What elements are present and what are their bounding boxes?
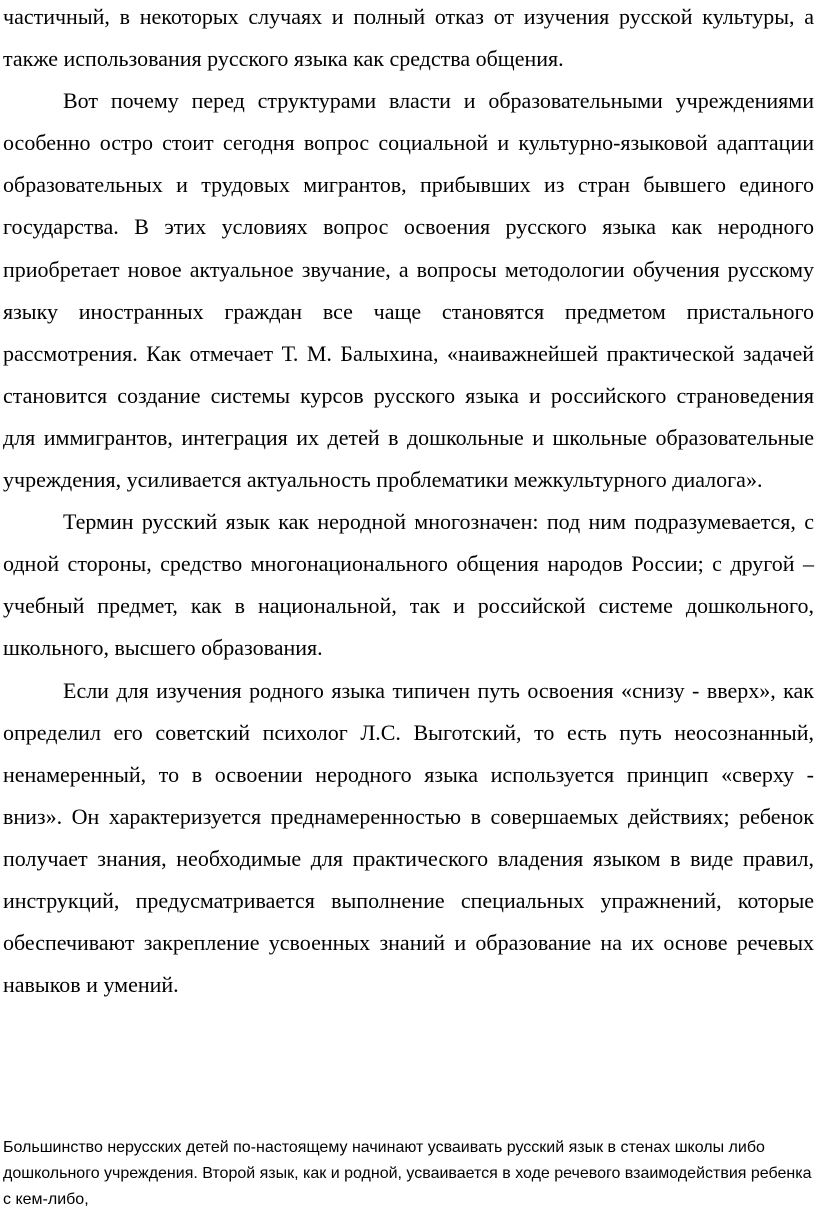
paragraph-term: Термин русский язык как неродной многозначен: под ним подразумевается, с одной стороны, средство многонационального общения народов России; с другой – учебный предмет, как в национальной, так и российской системе дошкольного, школьного, высшего образования. bbox=[3, 509, 814, 661]
paragraph-adaptation: Вот почему перед структурами власти и образовательными учреждениями особенно остро стоит сегодня вопрос социальной и культурно-языковой адаптации образовательных и трудовых мигрантов, прибывших из стран бывшего единого государства. В этих условиях вопрос освоения русского языка как неродного приобретает новое актуальное звучание, а вопросы методологии обучения русскому языку иностранных граждан все чаще становятся предметом пристального рассмотрения. Как отмечает Т. М. Балыхина, «наиважнейшей практической задачей становится создание системы курсов русского языка и российского страноведения для иммигрантов, интеграция их детей в дошкольные и школьные образовательные учреждения, усиливается актуальность проблематики межкультурного диалога». bbox=[3, 88, 814, 493]
paragraph-continuation: частичный, в некоторых случаях и полный отказ от изучения русской культуры, а также использования русского языка как средства общения. bbox=[3, 4, 814, 72]
paragraph-method: Если для изучения родного языка типичен путь освоения «снизу - вверх», как определил его советский психолог Л.С. Выготский, то есть путь неосознанный, ненамеренный, то в освоении неродного языка используется принцип «сверху - вниз». Он характеризуется преднамеренностью в совершаемых действиях; ребенок получает знания, необходимые для практического владения языком в виде правил, инструкций, предусматривается выполнение специальных упражнений, которые обеспечивают закрепление усвоенных знаний и образование на их основе речевых навыков и умений. bbox=[3, 677, 814, 998]
footer-note: Большинство нерусских детей по-настоящему начинают усваивать русский язык в стенах школы либо дошкольного учреждения. Второй язык, как и родной, усваивается в ходе речевого взаимодействия ребенка с кем-либо, bbox=[3, 1139, 812, 1208]
